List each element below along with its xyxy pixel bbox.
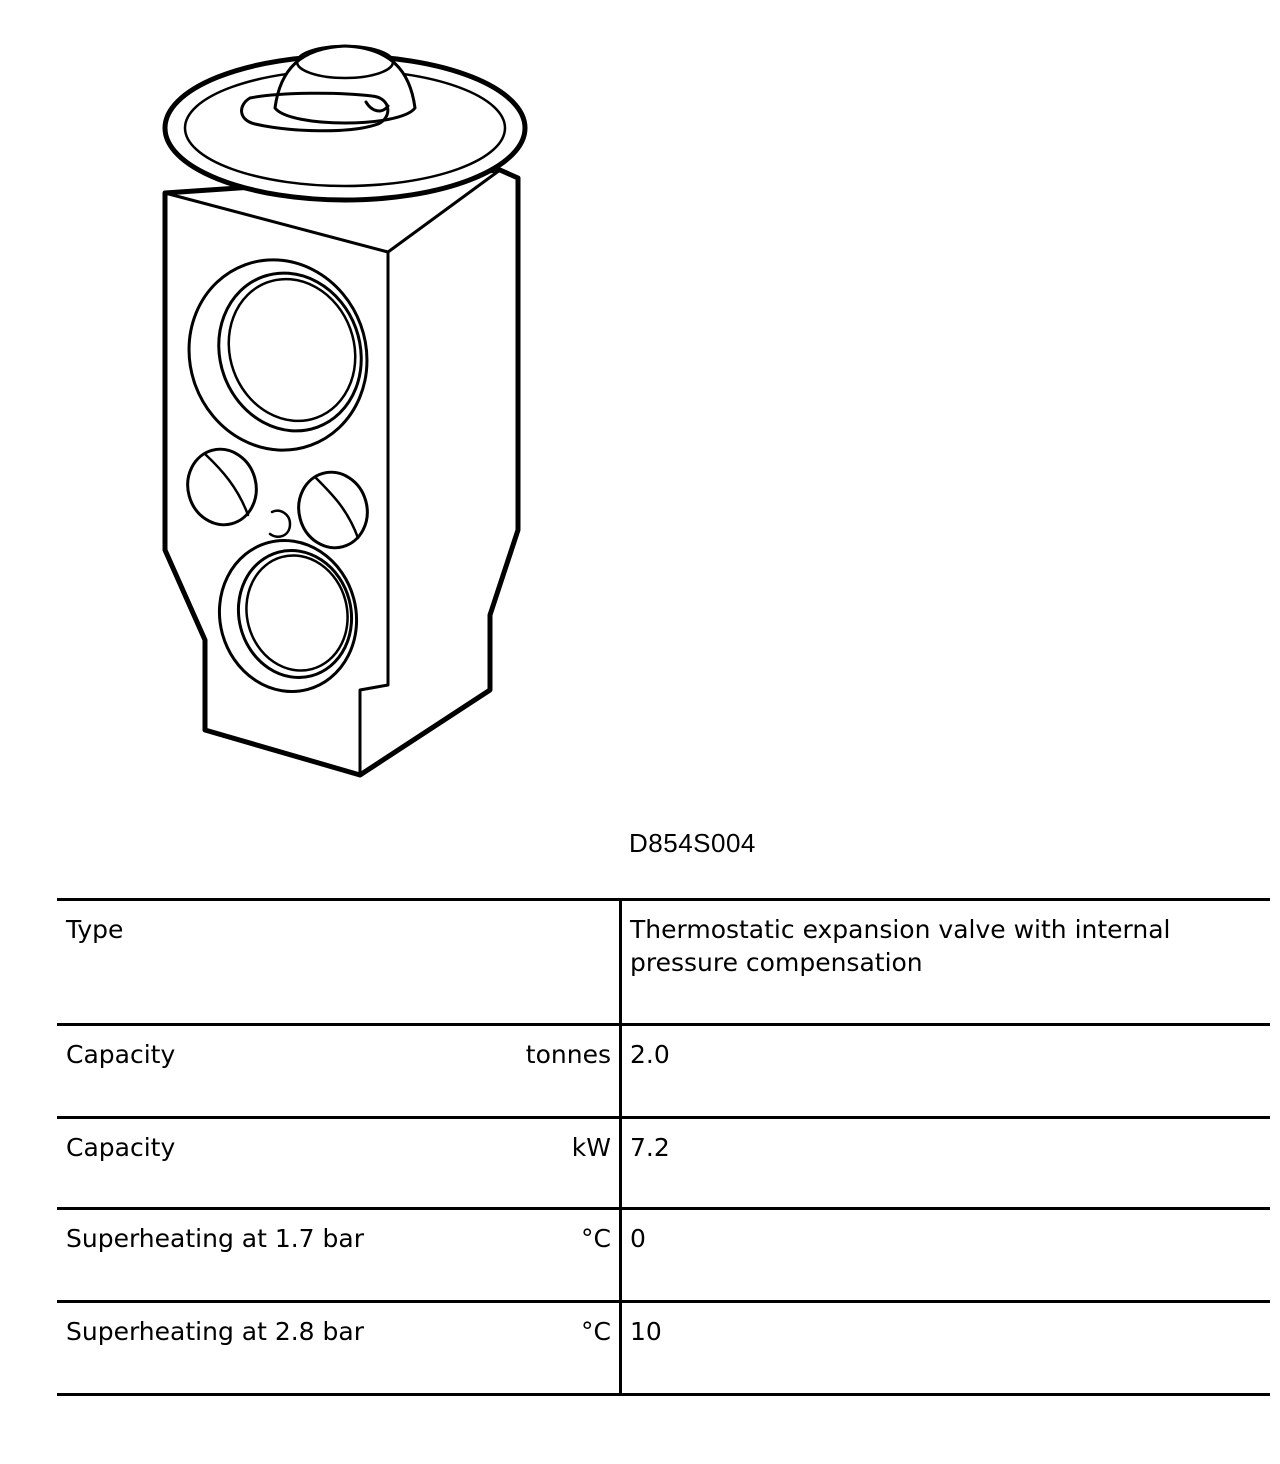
- spec-label: Capacity: [66, 1040, 176, 1069]
- spec-unit: °C: [581, 1317, 611, 1346]
- table-row: [57, 1118, 1270, 1209]
- expansion-valve-illustration: [150, 30, 540, 790]
- spec-label: Type: [66, 915, 124, 944]
- table-row: [57, 900, 1270, 1025]
- spec-label: Superheating at 2.8 bar: [66, 1317, 364, 1346]
- spec-value: 2.0: [621, 1025, 1271, 1118]
- spec-value: 10: [621, 1302, 1271, 1395]
- spec-label: Superheating at 1.7 bar: [66, 1224, 364, 1253]
- figure-code: D854S004: [629, 828, 756, 858]
- spec-value: 7.2: [621, 1118, 1271, 1209]
- spec-table: [57, 898, 1270, 1396]
- spec-unit: tonnes: [525, 1040, 611, 1069]
- table-row: [57, 1302, 1270, 1395]
- spec-label: Capacity: [66, 1133, 176, 1162]
- spec-unit: kW: [571, 1133, 611, 1162]
- table-row: [57, 1025, 1270, 1118]
- spec-value: Thermostatic expansion valve with internal pressure compensation: [621, 900, 1271, 1025]
- spec-value: 0: [621, 1209, 1271, 1302]
- spec-unit: °C: [581, 1224, 611, 1253]
- table-row: [57, 1209, 1270, 1302]
